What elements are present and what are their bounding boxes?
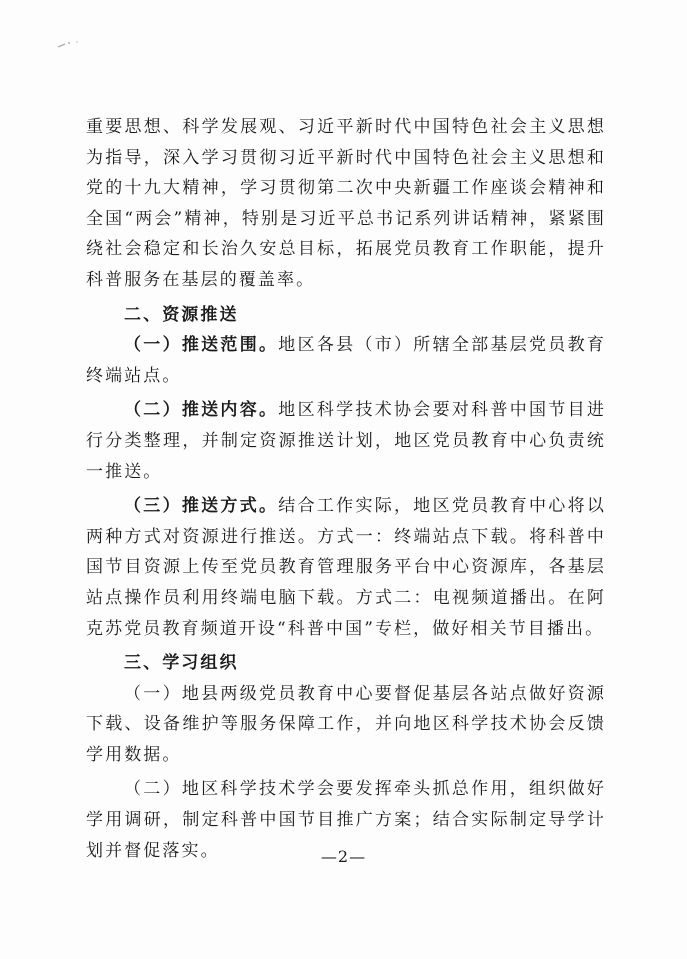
- item-push-content-label: （二）推送内容。: [124, 400, 279, 421]
- section-heading-study-organization: 三、学习组织: [124, 653, 239, 674]
- item-push-scope-label: （一）推送范围。: [124, 335, 279, 356]
- scan-artifact-mark: [56, 40, 80, 50]
- page-number: —2—: [320, 847, 367, 866]
- section-heading-resource-push: 二、资源推送: [124, 304, 239, 325]
- item-science-association: （二）地区科学技术学会要发挥牵头抓总作用，组织做好学用调研，制定科普中国节目推广方案；结合实际制定导学计划并督促落实。: [86, 779, 606, 861]
- item-push-method-label: （三）推送方式。: [124, 496, 279, 517]
- body-text: [86, 112, 606, 866]
- item-push-method-text: 结合工作实际，地区党员教育中心将以两种方式对资源进行推送。方式一：终端站点下载。将科普中国节目资源上传至党员教育管理服务平台中心资源库，各基层站点操作员利用终端电脑下载。方式二：电视频道播出。在阿克苏党员教育频道开设“科普中国”专栏，做好相关节目播出。: [86, 496, 606, 639]
- item-push-scope-text: 地区各县（市）所辖全部基层党员教育终端站点。: [86, 335, 606, 386]
- intro-paragraph: 重要思想、科学发展观、习近平新时代中国特色社会主义思想为指导，深入学习贯彻习近平新时代中国特色社会主义思想和党的十九大精神，学习贯彻第二次中央新疆工作座谈会精神和全国“两会”精神，特别是习近平总书记系列讲话精神，紧紧围绕社会稳定和长治久安总目标，拓展党员教育工作职能，提升科普服务在基层的覆盖率。: [86, 117, 606, 290]
- item-push-scope: [86, 330, 606, 391]
- item-push-content-text: 地区科学技术协会要对科普中国节目进行分类整理，并制定资源推送计划，地区党员教育中心负责统一推送。: [86, 400, 606, 482]
- item-education-centers: （一）地县两级党员教育中心要督促基层各站点做好资源下载、设备维护等服务保障工作，并向地区科学技术协会反馈学用数据。: [86, 683, 606, 765]
- item-push-method: [86, 491, 606, 644]
- item-push-content: [86, 395, 606, 487]
